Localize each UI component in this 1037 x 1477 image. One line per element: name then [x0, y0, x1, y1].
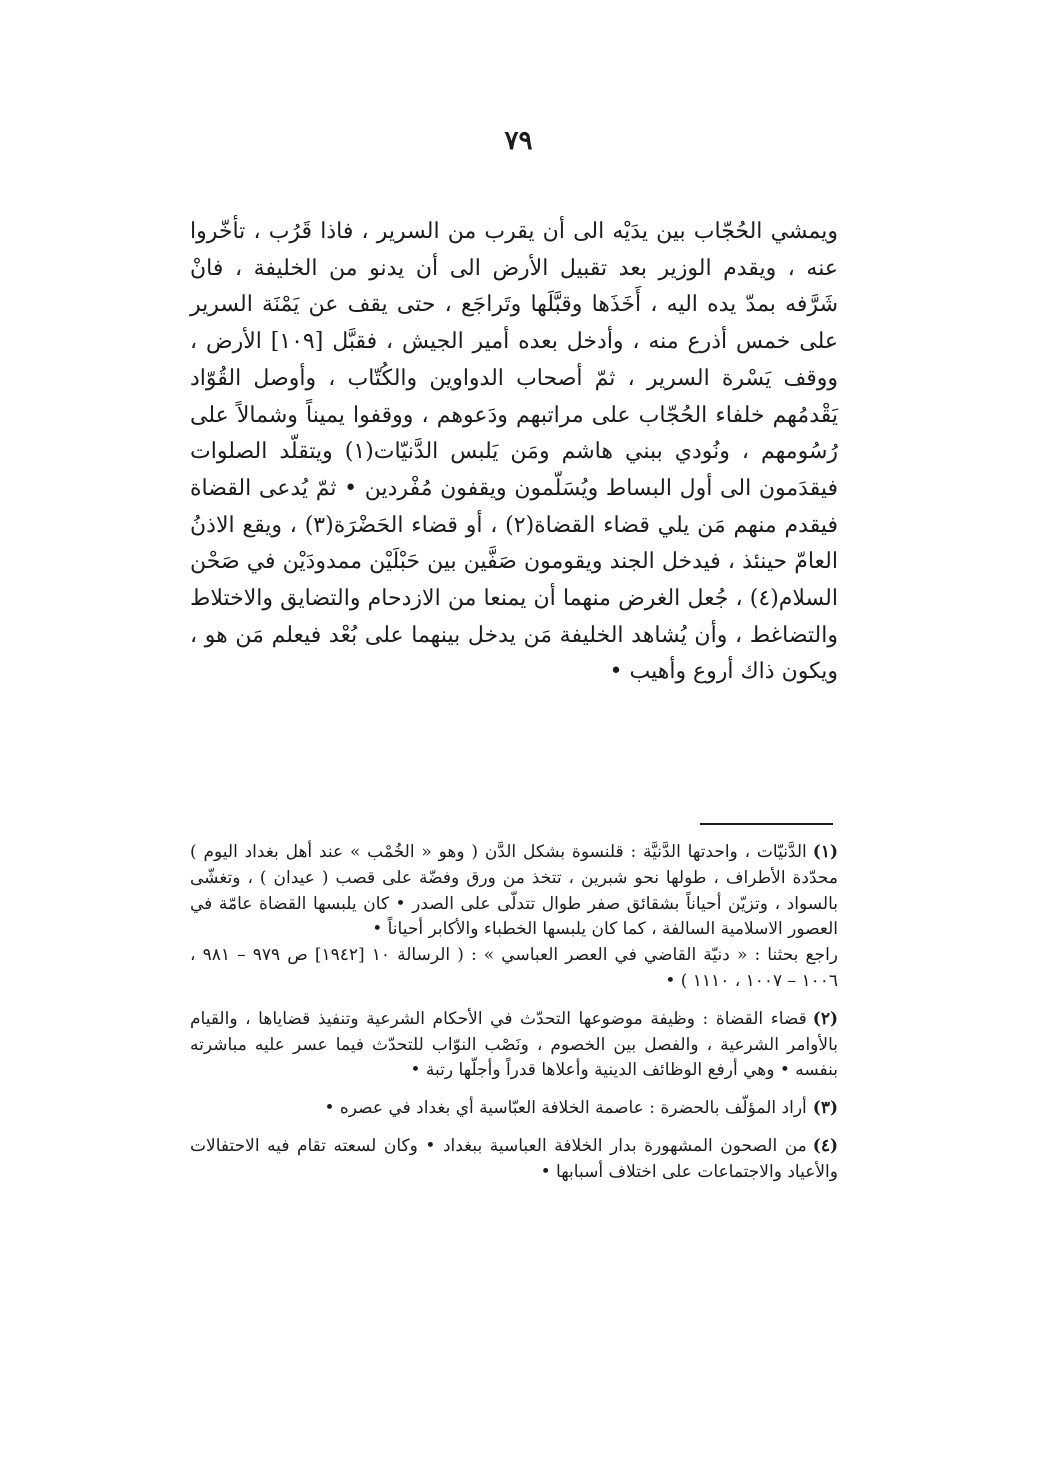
footnote-3: [190, 1096, 838, 1122]
main-text: [190, 214, 838, 691]
footnote-text: أراد المؤلّف بالحضرة : عاصمة الخلافة العبّاسية أي بغداد في عصره •: [324, 1098, 807, 1119]
footnote-text: قضاء القضاة : وظيفة موضوعها التحدّث في الأحكام الشرعية وتنفيذ قضاياها ، والقيام بالأوامر الشرعية ، والفصل بين الخصوم ، ونَصْب النوّاب للتحدّث فيما عسر عليه مباشرته بنفسه • وهي أرفع الوظائف الدينية وأعلاها قدراً وأجلّها رتبة •: [190, 1008, 838, 1081]
footnote-marker: (١): [812, 842, 838, 862]
footnote-text: الدَّنيّات ، واحدتها الدَّنيَّة : قلنسوة بشكل الدَّن ( وهو « الخُمْب » عند أهل بغداد اليوم ) محدّدة الأطراف ، طولها نحو شبرين ، تتخذ من ورق وفضّة على قصب ( عيدان ) ، وتغشّى بالسواد ، وتزيّن أحياناً بشقائق صفر طوال تتدلّى على الصدر • كان يلبسها القضاة عامّة في العصور الاسلامية السالفة ، كما كان يلبسها الخطباء والأكابر أحياناً •: [190, 842, 838, 940]
footnote-marker: (٢): [812, 1008, 838, 1029]
footnote-separator: [700, 823, 833, 825]
footnote-1: [190, 840, 838, 995]
page-number: ٧٩: [504, 126, 533, 156]
main-paragraph: ويمشي الحُجّاب بين يدَيْه الى أن يقرب من السرير ، فاذا قَرُب ، تأخّروا عنه ، ويقدم الوزير بعد تقبيل الأرض الى أن يدنو من الخليفة ، فانْ شَرَّفه بمدّ يده اليه ، أَخَذَها وقبَّلَها وتَراجَع ، حتى يقف عن يَمْنَة السرير على خمس أذرع منه ، وأدخل بعده أمير الجيش ، فقبَّل [١٠٩] الأرض ، ووقف يَسْرة السرير ، ثمّ أصحاب الدواوين والكُتّاب ، وأوصل القُوّاد يَقْدمُهم خلفاء الحُجّاب على مراتبهم ودَعوهم ، ووقفوا يميناً وشمالاً على رُسُومهم ، ونُودي ببني هاشم ومَن يَلبس الدَّنيّات(١) ويتقلّد الصلوات فيقدَمون الى أول البساط ويُسَلّمون ويقفون مُفْردين • ثمّ يُدعى القضاة فيقدم منهم مَن يلي قضاء القضاة(٢) ، أو قضاء الحَضْرَة(٣) ، ويقع الاذنُ العامّ حينئذ ، فيدخل الجند ويقومون صَفَّين بين حَبْلَيْن ممدودَيْن في صَحْن السلام(٤) ، جُعل الغرض منهما أن يمنعا من الازدحام والتضايق والاختلاط والتضاغط ، وأن يُشاهد الخليفة مَن يدخل بينهما على بُعْد فيعلم مَن هو ، ويكون ذاك أروع وأهيب •: [190, 219, 839, 685]
footnote-4: [190, 1134, 838, 1186]
footnotes: [190, 840, 838, 1198]
footnote-marker: (٣): [812, 1098, 838, 1119]
footnote-text: من الصحون المشهورة بدار الخلافة العباسية ببغداد • وكان لسعته تقام فيه الاحتفالات والأعياد والاجتماعات على اختلاف أسبابها •: [190, 1135, 838, 1182]
footnote-marker: (٤): [812, 1135, 838, 1156]
footnote-2: [190, 1007, 838, 1084]
footnote-reference: راجع بحثنا : « دنيّة القاضي في العصر العباسي » : ( الرسالة ١٠ [١٩٤٢] ص ٩٧٩ – ٩٨١ ، ١٠٠٦ – ١٠٠٧ ، ١١١٠ ) •: [190, 945, 838, 991]
